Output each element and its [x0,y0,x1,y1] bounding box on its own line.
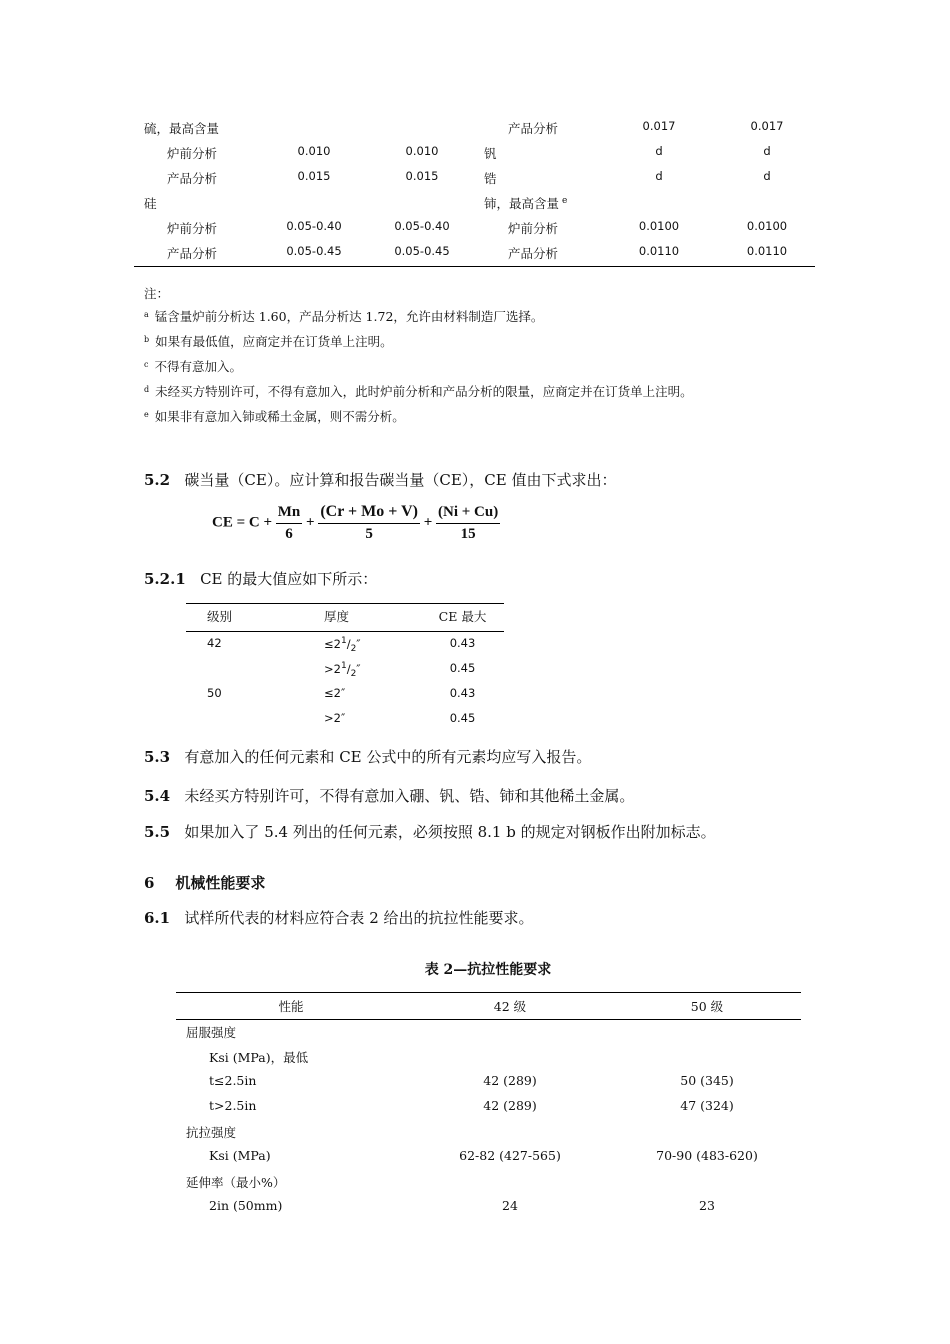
section-text: 试样所代表的材料应符合表 2 给出的抗拉性能要求。 [184,909,534,927]
table-row-label: 产品分析 [508,121,559,136]
table2-row-label: Ksi (MPa) [209,1148,271,1163]
formula-term-nicu: $\frac{(Ni + Cu)}{15}$ [438,503,499,542]
footnote-mark: e [562,195,568,206]
thickness-value: ≤2 [324,636,341,651]
ce-grade: 50 [207,686,222,700]
section-6-heading [144,872,265,893]
thickness-value: >2 [324,661,341,676]
table-row-label: 产品分析 [167,246,218,261]
table2-cell-grade42: 42 (289) [483,1073,537,1088]
footnote-text: 如果有最低值，应商定并在订货单上注明。 [155,334,393,349]
table2-cell-grade50: 50 (345) [680,1073,734,1088]
ce-max-value: 0.43 [449,686,476,700]
section-text: 有意加入的任何元素和 CE 公式中的所有元素均应写入报告。 [184,748,592,766]
section-number: 5.2 [144,471,171,489]
ce-thickness: $\le 2^1/_2''$ [324,636,361,655]
section-text: CE 的最大值应如下所示： [200,570,378,588]
thickness-value: ≤2″ [324,686,346,700]
ce-grade: 42 [207,636,222,650]
ce-max-value: 0.45 [449,711,476,725]
formula-term-crmov: $\frac{(Cr + Mo + V)}{5}$ [320,503,418,542]
table-cell: 0.017 [750,119,784,133]
table-cell: 0.0100 [638,219,680,233]
table-row-label: 炉前分析 [508,221,559,236]
ce-max-value: 0.45 [449,661,476,675]
section-5-3 [144,746,591,767]
ce-thickness [324,711,345,725]
table-cell: 0.0110 [638,244,680,258]
table2-cell-grade50: 70-90 (483-620) [656,1148,758,1163]
table-row-label: 产品分析 [167,171,218,186]
ce-header-grade: 级别 [207,609,233,624]
table-row-label: 钒 [484,146,497,161]
footnote [144,307,543,325]
ce-table-top-rule [186,603,504,604]
footnote-mark: a [144,310,149,319]
section-5-4 [144,785,634,806]
section-text: 如果加入了 5.4 列出的任何元素，必须按照 8.1 b 的规定对钢板作出附加标志。 [184,823,716,841]
fraction-numerator: 1 [340,636,347,646]
table2-cell-grade50: 23 [699,1198,715,1213]
ce-formula [212,503,500,543]
ce-thickness: $>2^1/_2''$ [324,661,361,680]
fraction-denominator: 2 [350,669,357,680]
table2-cell-grade42: 62-82 (427-565) [459,1148,561,1163]
inch-mark: ″ [356,661,361,676]
table-cell: 0.015 [405,169,439,183]
fraction-denominator: 2 [350,644,357,655]
table2-top-rule [176,992,801,993]
footnote [144,332,393,350]
table-cell: 0.0100 [746,219,788,233]
table2-header-rule [176,1019,801,1020]
table2-row-label: 延伸率（最小%） [186,1175,286,1190]
section-5-5 [144,821,716,842]
section-text: 未经买方特别许可，不得有意加入硼、钒、锆、铈和其他稀土金属。 [184,787,635,805]
table2-row-label: t≤2.5in [209,1073,257,1088]
footnote [144,357,242,375]
footnote-mark: c [144,360,149,369]
fraction-numerator: 1 [340,661,347,671]
table-cell: 0.010 [405,144,439,158]
table2-row-label: Ksi (MPa)，最低 [209,1050,309,1065]
ce-header-ce-max: CE 最大 [438,609,487,624]
table-row-label: 锆 [484,171,497,186]
formula-term-mn: $\frac{Mn}{6}$ [277,503,301,542]
table2-header-property: 性能 [278,999,304,1014]
table2-row-label: t>2.5in [209,1098,257,1113]
ce-header-thickness: 厚度 [324,609,350,624]
table2-caption: 表 2—抗拉性能要求 [424,962,552,978]
table-cell: 0.010 [297,144,331,158]
footnote-text: 锰含量炉前分析达 1.60，产品分析达 1.72，允许由材料制造厂选择。 [154,309,544,324]
ce-thickness [324,686,345,700]
section-number: 5.3 [144,748,171,766]
thickness-value: >2″ [324,711,346,725]
footnote-text: 如果非有意加入铈或稀土金属，则不需分析。 [154,409,405,424]
table2-header-grade50: 50 级 [690,999,724,1014]
formula-lhs: CE = C + [212,514,273,531]
table-row-label: 产品分析 [508,246,559,261]
table-cell: 0.05-0.40 [286,219,342,233]
table-cell: 0.017 [642,119,676,133]
section-6-1 [144,907,534,928]
table2-row-label: 2in (50mm) [209,1198,283,1213]
table2-row-label: 抗拉强度 [186,1125,237,1140]
table-row-label: 硫，最高含量 [144,121,220,136]
ce-max-value: 0.43 [449,636,476,650]
footnote-mark: b [144,335,150,344]
table-cell: 0.05-0.45 [394,244,450,258]
formula-plus: + [423,514,433,531]
section-number: 5.4 [144,787,171,805]
section-5-2 [144,469,616,490]
table-cell: d [655,169,663,183]
table-cell: 0.05-0.45 [286,244,342,258]
footnote [144,407,405,425]
table-row-label: 炉前分析 [167,221,218,236]
table-cell: d [763,169,771,183]
footnote-mark: d [144,385,150,394]
table-bottom-rule [134,266,815,267]
table-cell: 0.015 [297,169,331,183]
section-number: 5.2.1 [144,570,186,588]
table-row-label: 炉前分析 [167,146,218,161]
section-number: 5.5 [144,823,171,841]
ce-table-header-rule [186,631,504,632]
table2-cell-grade42: 42 (289) [483,1098,537,1113]
table-cell: d [655,144,663,158]
table-row-label: 铈，最高含量 $^e$ [484,195,568,211]
table2-row-label: 屈服强度 [186,1025,237,1040]
table-cell: 0.05-0.40 [394,219,450,233]
table2-header-grade42: 42 级 [493,999,527,1014]
section-title: 机械性能要求 [175,874,266,892]
section-number: 6.1 [144,909,171,927]
section-number: 6 [144,874,155,892]
notes-title: 注： [144,286,170,301]
table-cell: d [763,144,771,158]
footnote-mark: e [144,410,149,419]
table-cell: 0.0110 [746,244,788,258]
section-text: 碳当量（CE）。应计算和报告碳当量（CE），CE 值由下式求出： [184,471,617,489]
table2-cell-grade50: 47 (324) [680,1098,734,1113]
footnote-text: 未经买方特别许可，不得有意加入，此时炉前分析和产品分析的限量，应商定并在订货单上注明。 [155,384,693,399]
inch-mark: ″ [356,636,361,651]
footnote [144,382,693,400]
footnote-text: 不得有意加入。 [154,359,242,374]
table2-cell-grade42: 24 [502,1198,518,1213]
table-row-label: 硅 [144,196,157,211]
formula-plus: + [306,514,315,531]
section-5-2-1 [144,568,377,589]
